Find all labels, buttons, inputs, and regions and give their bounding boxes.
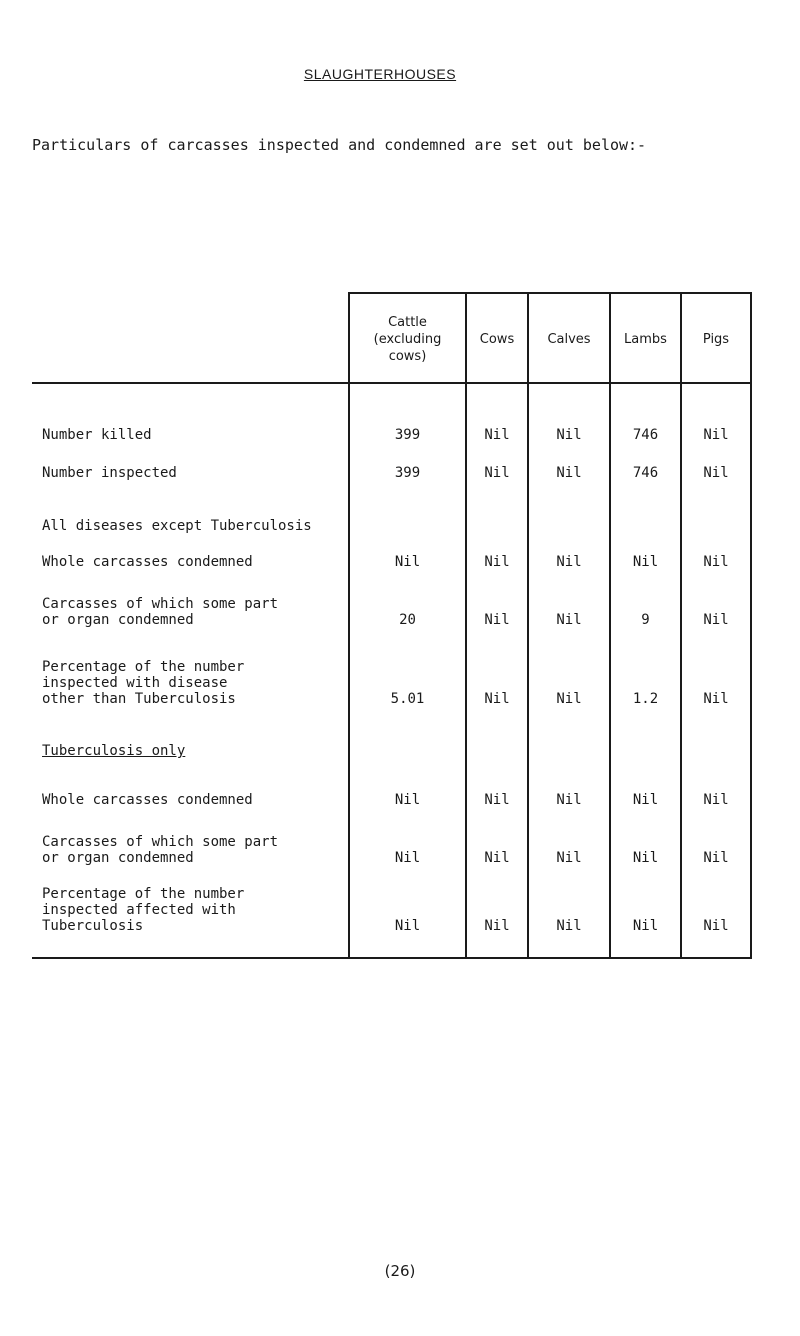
intro-text: Particulars of carcasses inspected and condemned are set out below:- xyxy=(32,136,647,154)
column-header-pigs: Pigs xyxy=(702,331,730,347)
table-cell: 399 xyxy=(394,465,421,481)
table-cell: Nil xyxy=(703,792,729,808)
table-cell: Nil xyxy=(484,427,510,443)
table-cell: Nil xyxy=(394,918,421,934)
table-cell: 9 xyxy=(641,612,650,628)
table-cell: Nil xyxy=(556,554,582,570)
table-cell: 746 xyxy=(632,427,659,443)
table-cell: Nil xyxy=(484,612,510,628)
table-cell: Nil xyxy=(484,465,510,481)
table-cell: Nil xyxy=(632,792,659,808)
column-header-cows: Cows xyxy=(479,331,515,347)
table-cell: Nil xyxy=(556,465,582,481)
column-header-lambs: Lambs xyxy=(624,331,667,347)
table-rule xyxy=(750,292,752,959)
table-cell: Nil xyxy=(703,427,729,443)
table-cell: Nil xyxy=(632,850,659,866)
table-cell: Nil xyxy=(556,792,582,808)
table-cell: Nil xyxy=(484,918,510,934)
row-label: Carcasses of which some part or organ condemned xyxy=(42,596,279,628)
table-cell: Nil xyxy=(703,465,729,481)
table-cell: Nil xyxy=(484,792,510,808)
section-heading: All diseases except Tuberculosis xyxy=(42,518,312,534)
row-label: Percentage of the number inspected with disease other than Tuberculosis xyxy=(42,659,245,707)
table-cell: 399 xyxy=(394,427,421,443)
page-heading: SLAUGHTERHOUSES xyxy=(303,66,457,82)
table-cell: Nil xyxy=(394,792,421,808)
table-cell: 5.01 xyxy=(390,691,425,707)
section-heading: Tuberculosis only xyxy=(42,743,186,759)
table-cell: Nil xyxy=(484,850,510,866)
table-cell: Nil xyxy=(703,850,729,866)
column-header-calves: Calves xyxy=(547,331,591,347)
table-cell: Nil xyxy=(632,918,659,934)
table-cell: 746 xyxy=(632,465,659,481)
table-cell: Nil xyxy=(394,554,421,570)
table-cell: Nil xyxy=(556,427,582,443)
row-label: Whole carcasses condemned xyxy=(42,554,253,570)
row-label: Number killed xyxy=(42,427,152,443)
page-number: (26) xyxy=(384,1262,416,1280)
row-label: Whole carcasses condemned xyxy=(42,792,253,808)
table-cell: Nil xyxy=(556,612,582,628)
table-cell: Nil xyxy=(556,918,582,934)
row-label: Percentage of the number inspected affected with Tuberculosis xyxy=(42,886,245,934)
table-cell: Nil xyxy=(703,612,729,628)
table-cell: Nil xyxy=(703,918,729,934)
table-cell: Nil xyxy=(394,850,421,866)
table-cell: 1.2 xyxy=(632,691,659,707)
table-cell: Nil xyxy=(556,691,582,707)
row-label: Number inspected xyxy=(42,465,177,481)
table-cell: Nil xyxy=(703,554,729,570)
row-label: Carcasses of which some part or organ condemned xyxy=(42,834,279,866)
table-rule xyxy=(32,382,752,384)
table-rule xyxy=(32,957,752,959)
table-cell: Nil xyxy=(703,691,729,707)
column-header-cattle: Cattle (excluding cows) xyxy=(373,314,442,364)
table-cell: Nil xyxy=(484,554,510,570)
table-cell: Nil xyxy=(556,850,582,866)
table-cell: Nil xyxy=(484,691,510,707)
table-rule xyxy=(348,292,752,294)
table-cell: 20 xyxy=(399,612,416,628)
table-cell: Nil xyxy=(632,554,659,570)
